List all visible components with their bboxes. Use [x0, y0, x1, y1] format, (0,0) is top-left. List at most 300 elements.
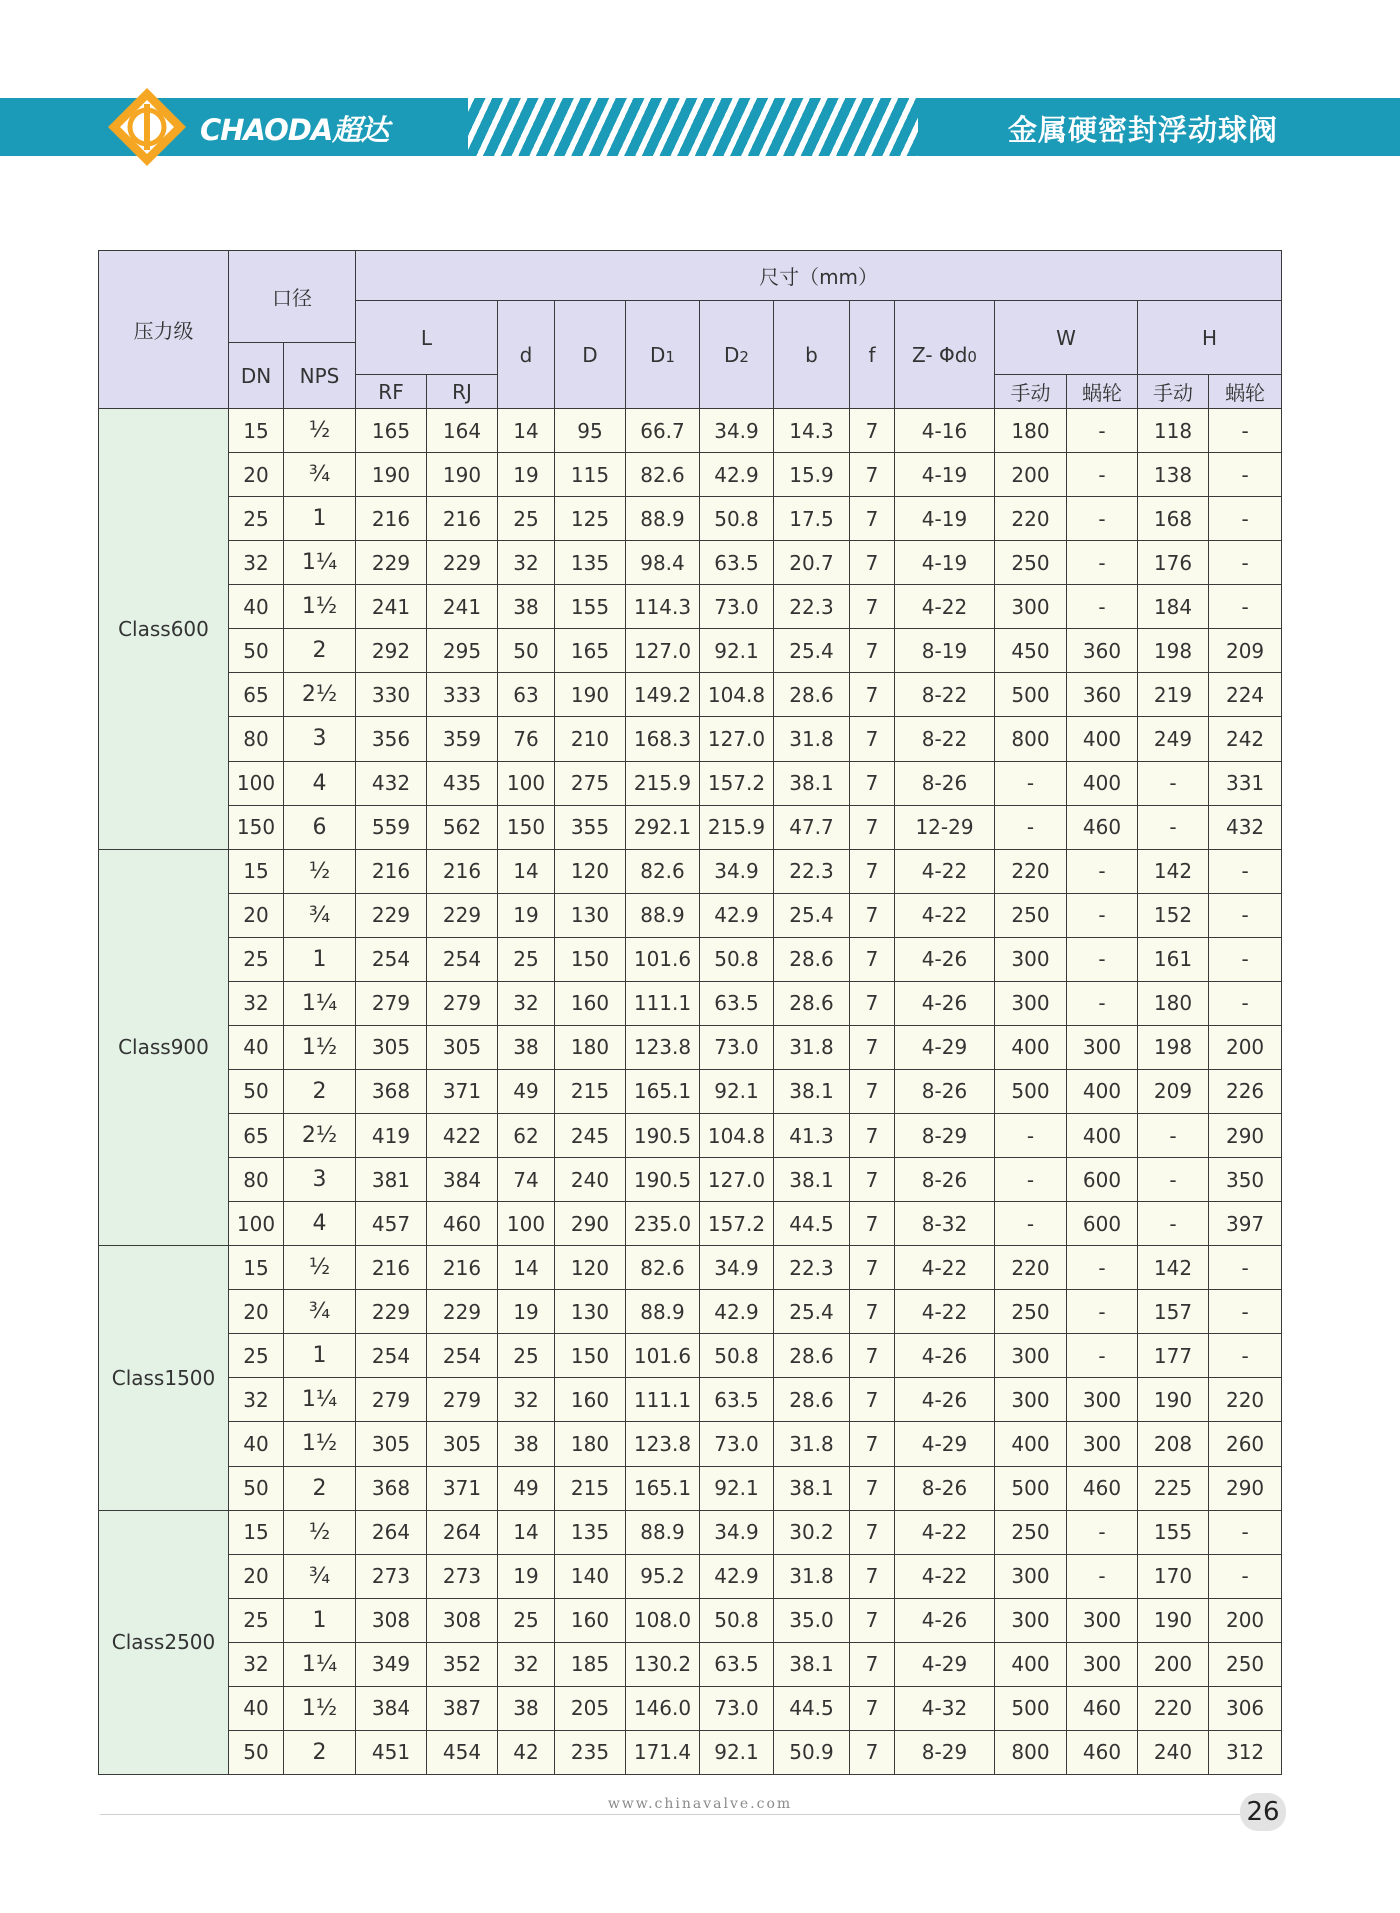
table-row — [99, 1246, 1282, 1290]
cell-dn: 50 — [229, 1069, 284, 1113]
cell-z-bolts: 8-19 — [895, 629, 995, 673]
cell-l-rf: 216 — [356, 849, 427, 893]
cell-dn: 40 — [229, 1025, 284, 1069]
cell-d1: 190.5 — [626, 1158, 700, 1202]
cell-l-rf: 308 — [356, 1598, 427, 1642]
cell-d: 100 — [498, 1202, 555, 1246]
cell-dn: 40 — [229, 1686, 284, 1730]
cell-dn: 25 — [229, 1598, 284, 1642]
cell-l-rj: 460 — [427, 1202, 498, 1246]
cell-w-manual: - — [995, 761, 1067, 805]
cell-dn: 32 — [229, 541, 284, 585]
cell-f: 7 — [850, 937, 895, 981]
table-row — [99, 1554, 1282, 1598]
cell-dn: 25 — [229, 1334, 284, 1378]
cell-dn: 20 — [229, 1554, 284, 1598]
cell-l-rf: 216 — [356, 1246, 427, 1290]
cell-big-d: 130 — [555, 893, 626, 937]
cell-h-worm: - — [1209, 541, 1282, 585]
header-rj: RJ — [427, 375, 498, 409]
cell-nps: 1¼ — [284, 981, 356, 1025]
cell-l-rf: 356 — [356, 717, 427, 761]
cell-dn: 50 — [229, 1730, 284, 1774]
cell-w-manual: 400 — [995, 1422, 1067, 1466]
cell-dn: 65 — [229, 1114, 284, 1158]
cell-big-d: 115 — [555, 453, 626, 497]
cell-dn: 80 — [229, 717, 284, 761]
cell-d2: 157.2 — [700, 1202, 774, 1246]
cell-w-worm: 400 — [1067, 761, 1138, 805]
cell-z-bolts: 4-22 — [895, 1510, 995, 1554]
cell-nps: ½ — [284, 1246, 356, 1290]
cell-d1: 101.6 — [626, 937, 700, 981]
table-row — [99, 893, 1282, 937]
cell-l-rj: 295 — [427, 629, 498, 673]
cell-d: 14 — [498, 409, 555, 453]
cell-w-manual: 300 — [995, 1554, 1067, 1598]
cell-h-worm: - — [1209, 1246, 1282, 1290]
cell-big-d: 210 — [555, 717, 626, 761]
cell-big-d: 120 — [555, 849, 626, 893]
cell-l-rf: 229 — [356, 1290, 427, 1334]
table-row — [99, 1378, 1282, 1422]
cell-h-worm: 200 — [1209, 1025, 1282, 1069]
cell-h-worm: - — [1209, 937, 1282, 981]
cell-nps: ¾ — [284, 1554, 356, 1598]
cell-w-manual: 250 — [995, 541, 1067, 585]
cell-l-rj: 216 — [427, 1246, 498, 1290]
cell-w-manual: - — [995, 1202, 1067, 1246]
cell-w-worm: - — [1067, 937, 1138, 981]
cell-w-worm: - — [1067, 893, 1138, 937]
cell-h-manual: 225 — [1138, 1466, 1209, 1510]
cell-h-manual: 184 — [1138, 585, 1209, 629]
cell-b: 25.4 — [774, 893, 850, 937]
table-row — [99, 673, 1282, 717]
header-H: H — [1138, 301, 1282, 375]
cell-h-worm: 290 — [1209, 1114, 1282, 1158]
cell-dn: 40 — [229, 585, 284, 629]
cell-w-worm: 360 — [1067, 629, 1138, 673]
cell-d2: 50.8 — [700, 1334, 774, 1378]
table-row — [99, 1025, 1282, 1069]
cell-l-rj: 308 — [427, 1598, 498, 1642]
cell-d: 25 — [498, 1334, 555, 1378]
header-W: W — [995, 301, 1138, 375]
cell-l-rf: 305 — [356, 1422, 427, 1466]
table-row — [99, 497, 1282, 541]
cell-d: 25 — [498, 937, 555, 981]
cell-b: 50.9 — [774, 1730, 850, 1774]
cell-big-d: 215 — [555, 1466, 626, 1510]
cell-l-rf: 330 — [356, 673, 427, 717]
cell-w-worm: 300 — [1067, 1598, 1138, 1642]
header-D2: D2 — [700, 301, 774, 409]
cell-nps: ¾ — [284, 893, 356, 937]
cell-z-bolts: 4-22 — [895, 849, 995, 893]
cell-w-worm: - — [1067, 1334, 1138, 1378]
cell-w-worm: 300 — [1067, 1642, 1138, 1686]
cell-dn: 32 — [229, 981, 284, 1025]
cell-h-manual: 168 — [1138, 497, 1209, 541]
cell-l-rj: 229 — [427, 1290, 498, 1334]
cell-l-rf: 384 — [356, 1686, 427, 1730]
cell-big-d: 150 — [555, 1334, 626, 1378]
cell-big-d: 190 — [555, 673, 626, 717]
cell-d2: 42.9 — [700, 453, 774, 497]
page-title: 金属硬密封浮动球阀 — [1007, 113, 1278, 147]
cell-l-rj: 359 — [427, 717, 498, 761]
cell-w-worm: 400 — [1067, 1069, 1138, 1113]
table-row — [99, 717, 1282, 761]
cell-d2: 42.9 — [700, 1554, 774, 1598]
cell-b: 14.3 — [774, 409, 850, 453]
cell-nps: 3 — [284, 1158, 356, 1202]
cell-d: 100 — [498, 761, 555, 805]
cell-l-rf: 190 — [356, 453, 427, 497]
table-row — [99, 453, 1282, 497]
cell-w-manual: 250 — [995, 1510, 1067, 1554]
cell-l-rj: 264 — [427, 1510, 498, 1554]
cell-nps: 2½ — [284, 673, 356, 717]
cell-h-manual: 190 — [1138, 1378, 1209, 1422]
cell-b: 31.8 — [774, 1422, 850, 1466]
cell-d1: 88.9 — [626, 497, 700, 541]
cell-z-bolts: 4-26 — [895, 1378, 995, 1422]
cell-w-manual: 250 — [995, 893, 1067, 937]
cell-d1: 95.2 — [626, 1554, 700, 1598]
cell-dn: 20 — [229, 453, 284, 497]
cell-z-bolts: 4-22 — [895, 893, 995, 937]
cell-b: 17.5 — [774, 497, 850, 541]
cell-l-rf: 279 — [356, 981, 427, 1025]
cell-b: 22.3 — [774, 849, 850, 893]
cell-z-bolts: 8-29 — [895, 1114, 995, 1158]
cell-h-manual: 152 — [1138, 893, 1209, 937]
cell-d2: 42.9 — [700, 893, 774, 937]
cell-nps: ½ — [284, 849, 356, 893]
cell-big-d: 240 — [555, 1158, 626, 1202]
header-d: d — [498, 301, 555, 409]
cell-d2: 104.8 — [700, 1114, 774, 1158]
cell-l-rj: 422 — [427, 1114, 498, 1158]
cell-b: 28.6 — [774, 981, 850, 1025]
cell-w-manual: 300 — [995, 1598, 1067, 1642]
cell-w-worm: 600 — [1067, 1158, 1138, 1202]
cell-dn: 32 — [229, 1378, 284, 1422]
cell-w-worm: 300 — [1067, 1378, 1138, 1422]
cell-f: 7 — [850, 1554, 895, 1598]
cell-d: 38 — [498, 1686, 555, 1730]
table-row — [99, 1114, 1282, 1158]
cell-d1: 123.8 — [626, 1025, 700, 1069]
cell-l-rj: 273 — [427, 1554, 498, 1598]
cell-w-worm: 460 — [1067, 1730, 1138, 1774]
cell-w-manual: 300 — [995, 937, 1067, 981]
cell-b: 38.1 — [774, 761, 850, 805]
cell-d2: 50.8 — [700, 937, 774, 981]
cell-h-worm: - — [1209, 1510, 1282, 1554]
cell-d1: 88.9 — [626, 893, 700, 937]
cell-h-worm: - — [1209, 497, 1282, 541]
cell-d: 14 — [498, 849, 555, 893]
cell-b: 31.8 — [774, 1025, 850, 1069]
cell-d1: 82.6 — [626, 1246, 700, 1290]
cell-d2: 34.9 — [700, 1510, 774, 1554]
cell-d1: 114.3 — [626, 585, 700, 629]
cell-w-manual: 220 — [995, 849, 1067, 893]
cell-b: 38.1 — [774, 1642, 850, 1686]
cell-d1: 82.6 — [626, 849, 700, 893]
cell-b: 25.4 — [774, 1290, 850, 1334]
cell-h-worm: - — [1209, 849, 1282, 893]
cell-f: 7 — [850, 497, 895, 541]
cell-w-worm: - — [1067, 1290, 1138, 1334]
cell-z-bolts: 4-19 — [895, 541, 995, 585]
cell-d: 150 — [498, 805, 555, 849]
cell-z-bolts: 4-26 — [895, 937, 995, 981]
cell-h-manual: - — [1138, 1158, 1209, 1202]
header-w-manual: 手动 — [995, 375, 1067, 409]
cell-d1: 168.3 — [626, 717, 700, 761]
cell-big-d: 180 — [555, 1025, 626, 1069]
table-row — [99, 541, 1282, 585]
cell-l-rf: 305 — [356, 1025, 427, 1069]
cell-dn: 50 — [229, 629, 284, 673]
cell-nps: 4 — [284, 1202, 356, 1246]
cell-b: 28.6 — [774, 1378, 850, 1422]
cell-w-worm: - — [1067, 1554, 1138, 1598]
cell-h-manual: 138 — [1138, 453, 1209, 497]
cell-h-manual: 240 — [1138, 1730, 1209, 1774]
cell-z-bolts: 8-22 — [895, 717, 995, 761]
cell-d: 63 — [498, 673, 555, 717]
cell-l-rf: 165 — [356, 409, 427, 453]
cell-d: 19 — [498, 1290, 555, 1334]
cell-nps: 1 — [284, 937, 356, 981]
cell-w-worm: 460 — [1067, 1466, 1138, 1510]
cell-dn: 15 — [229, 1510, 284, 1554]
cell-f: 7 — [850, 1334, 895, 1378]
cell-h-manual: 155 — [1138, 1510, 1209, 1554]
cell-l-rj: 435 — [427, 761, 498, 805]
cell-d: 32 — [498, 541, 555, 585]
cell-l-rj: 216 — [427, 497, 498, 541]
cell-h-worm: 260 — [1209, 1422, 1282, 1466]
cell-d2: 34.9 — [700, 409, 774, 453]
cell-b: 28.6 — [774, 1334, 850, 1378]
cell-l-rj: 387 — [427, 1686, 498, 1730]
cell-w-manual: 300 — [995, 585, 1067, 629]
cell-w-manual: 400 — [995, 1642, 1067, 1686]
cell-f: 7 — [850, 1466, 895, 1510]
footer-divider — [100, 1814, 1270, 1815]
cell-l-rj: 229 — [427, 893, 498, 937]
cell-dn: 32 — [229, 1642, 284, 1686]
cell-d1: 88.9 — [626, 1510, 700, 1554]
cell-l-rf: 559 — [356, 805, 427, 849]
cell-w-worm: - — [1067, 1510, 1138, 1554]
cell-d2: 73.0 — [700, 1025, 774, 1069]
header-bore: 口径 — [229, 251, 356, 343]
cell-dn: 25 — [229, 937, 284, 981]
cell-f: 7 — [850, 717, 895, 761]
cell-w-worm: - — [1067, 1246, 1138, 1290]
cell-nps: 2 — [284, 1069, 356, 1113]
cell-d1: 149.2 — [626, 673, 700, 717]
cell-nps: 2½ — [284, 1114, 356, 1158]
cell-w-worm: 400 — [1067, 717, 1138, 761]
cell-d1: 66.7 — [626, 409, 700, 453]
cell-z-bolts: 4-22 — [895, 1290, 995, 1334]
cell-f: 7 — [850, 629, 895, 673]
cell-d: 49 — [498, 1466, 555, 1510]
cell-z-bolts: 4-16 — [895, 409, 995, 453]
cell-nps: 1½ — [284, 1422, 356, 1466]
cell-b: 35.0 — [774, 1598, 850, 1642]
cell-l-rj: 305 — [427, 1422, 498, 1466]
cell-big-d: 245 — [555, 1114, 626, 1158]
cell-nps: ¾ — [284, 453, 356, 497]
cell-l-rj: 279 — [427, 981, 498, 1025]
cell-l-rj: 190 — [427, 453, 498, 497]
cell-l-rf: 419 — [356, 1114, 427, 1158]
cell-h-manual: 220 — [1138, 1686, 1209, 1730]
cell-z-bolts: 4-19 — [895, 453, 995, 497]
cell-h-manual: - — [1138, 1114, 1209, 1158]
cell-h-manual: 198 — [1138, 1025, 1209, 1069]
cell-f: 7 — [850, 1158, 895, 1202]
cell-big-d: 235 — [555, 1730, 626, 1774]
cell-f: 7 — [850, 1069, 895, 1113]
cell-d2: 63.5 — [700, 981, 774, 1025]
cell-d2: 50.8 — [700, 497, 774, 541]
cell-d: 42 — [498, 1730, 555, 1774]
cell-h-worm: 209 — [1209, 629, 1282, 673]
cell-l-rj: 241 — [427, 585, 498, 629]
cell-b: 44.5 — [774, 1202, 850, 1246]
header-h-worm: 蜗轮 — [1209, 375, 1282, 409]
cell-h-manual: 170 — [1138, 1554, 1209, 1598]
banner-stripes — [468, 98, 938, 156]
header-D1: D1 — [626, 301, 700, 409]
cell-w-manual: 500 — [995, 1686, 1067, 1730]
cell-w-manual: 220 — [995, 1246, 1067, 1290]
cell-d2: 92.1 — [700, 1730, 774, 1774]
cell-h-worm: 226 — [1209, 1069, 1282, 1113]
cell-d1: 88.9 — [626, 1290, 700, 1334]
footer-url: www.chinavalve.com — [607, 1796, 793, 1812]
cell-dn: 15 — [229, 409, 284, 453]
cell-f: 7 — [850, 1246, 895, 1290]
cell-h-manual: 219 — [1138, 673, 1209, 717]
cell-h-manual: 208 — [1138, 1422, 1209, 1466]
cell-d2: 104.8 — [700, 673, 774, 717]
cell-w-worm: - — [1067, 585, 1138, 629]
cell-w-worm: 300 — [1067, 1422, 1138, 1466]
cell-d2: 92.1 — [700, 1466, 774, 1510]
cell-z-bolts: 8-29 — [895, 1730, 995, 1774]
cell-d1: 165.1 — [626, 1069, 700, 1113]
cell-f: 7 — [850, 1202, 895, 1246]
header-w-worm: 蜗轮 — [1067, 375, 1138, 409]
cell-dn: 65 — [229, 673, 284, 717]
cell-d: 14 — [498, 1510, 555, 1554]
cell-h-worm: - — [1209, 1290, 1282, 1334]
cell-f: 7 — [850, 1730, 895, 1774]
cell-b: 38.1 — [774, 1158, 850, 1202]
cell-d1: 235.0 — [626, 1202, 700, 1246]
cell-h-worm: 250 — [1209, 1642, 1282, 1686]
cell-d: 38 — [498, 1025, 555, 1069]
cell-d2: 63.5 — [700, 541, 774, 585]
cell-nps: ¾ — [284, 1290, 356, 1334]
cell-z-bolts: 8-26 — [895, 1158, 995, 1202]
cell-w-manual: 300 — [995, 981, 1067, 1025]
cell-l-rf: 241 — [356, 585, 427, 629]
cell-l-rj: 254 — [427, 937, 498, 981]
cell-d: 49 — [498, 1069, 555, 1113]
cell-h-manual: - — [1138, 1202, 1209, 1246]
cell-d2: 127.0 — [700, 717, 774, 761]
cell-d: 50 — [498, 629, 555, 673]
cell-w-manual: 450 — [995, 629, 1067, 673]
header-rf: RF — [356, 375, 427, 409]
cell-d2: 157.2 — [700, 761, 774, 805]
cell-b: 15.9 — [774, 453, 850, 497]
cell-nps: 1¼ — [284, 1642, 356, 1686]
table-row — [99, 761, 1282, 805]
cell-dn: 20 — [229, 1290, 284, 1334]
cell-nps: 2 — [284, 1466, 356, 1510]
cell-d2: 34.9 — [700, 849, 774, 893]
header-b: b — [774, 301, 850, 409]
cell-w-worm: 360 — [1067, 673, 1138, 717]
cell-l-rf: 292 — [356, 629, 427, 673]
cell-nps: 1½ — [284, 585, 356, 629]
cell-b: 20.7 — [774, 541, 850, 585]
cell-l-rf: 368 — [356, 1069, 427, 1113]
table-row — [99, 1598, 1282, 1642]
cell-l-rj: 216 — [427, 849, 498, 893]
cell-b: 31.8 — [774, 1554, 850, 1598]
table-row — [99, 1642, 1282, 1686]
cell-f: 7 — [850, 1642, 895, 1686]
cell-dn: 15 — [229, 1246, 284, 1290]
cell-h-worm: 242 — [1209, 717, 1282, 761]
cell-nps: 2 — [284, 1730, 356, 1774]
cell-f: 7 — [850, 761, 895, 805]
pressure-class-cell: Class600 — [99, 409, 229, 850]
cell-f: 7 — [850, 1686, 895, 1730]
cell-big-d: 140 — [555, 1554, 626, 1598]
cell-l-rf: 381 — [356, 1158, 427, 1202]
cell-nps: 3 — [284, 717, 356, 761]
cell-h-worm: 432 — [1209, 805, 1282, 849]
cell-l-rj: 254 — [427, 1334, 498, 1378]
cell-d2: 127.0 — [700, 1158, 774, 1202]
table-row — [99, 849, 1282, 893]
cell-z-bolts: 4-26 — [895, 981, 995, 1025]
cell-w-worm: 300 — [1067, 1025, 1138, 1069]
cell-big-d: 205 — [555, 1686, 626, 1730]
cell-w-manual: 250 — [995, 1290, 1067, 1334]
cell-l-rf: 349 — [356, 1642, 427, 1686]
cell-f: 7 — [850, 1025, 895, 1069]
cell-h-manual: 142 — [1138, 1246, 1209, 1290]
cell-w-manual: - — [995, 805, 1067, 849]
cell-nps: 1 — [284, 497, 356, 541]
